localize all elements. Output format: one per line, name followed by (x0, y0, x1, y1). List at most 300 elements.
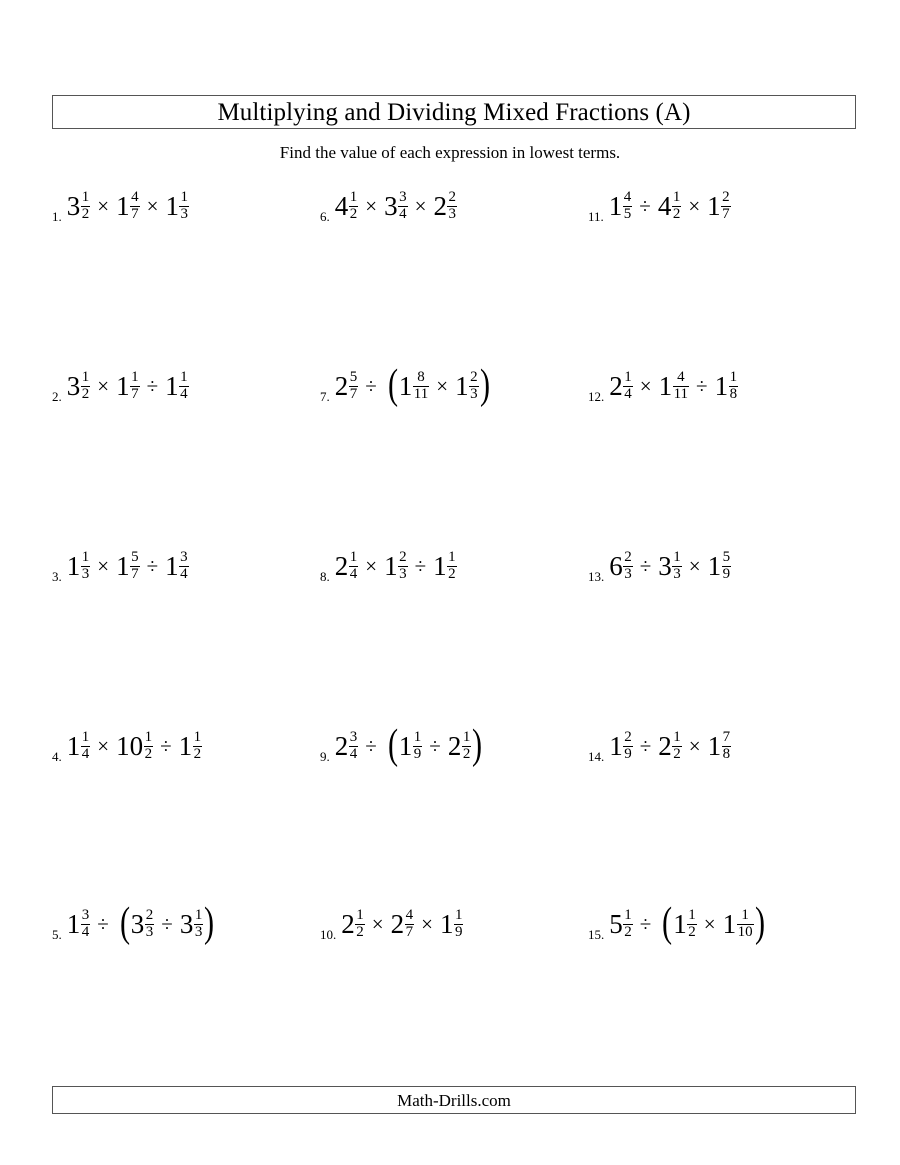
mixed-number (659, 370, 689, 402)
problem-item (320, 716, 588, 776)
numerator: 4 (405, 907, 414, 924)
divide-operator: ÷ (146, 553, 159, 578)
divide-operator: ÷ (696, 373, 708, 398)
close-paren: ) (754, 899, 765, 946)
problem-number: 11. (588, 209, 604, 224)
denominator: 4 (399, 205, 407, 222)
problem-row (52, 176, 856, 236)
whole-part: 4 (334, 190, 349, 221)
problem-item (588, 176, 856, 236)
problem-number: 13. (588, 569, 605, 584)
problem-item (320, 536, 588, 596)
divide-operator: ÷ (161, 911, 173, 936)
fraction (179, 370, 189, 402)
fraction (623, 550, 633, 582)
denominator: 3 (180, 205, 188, 222)
fraction (729, 370, 739, 402)
problem-item (52, 356, 320, 416)
multiply-operator: × (371, 911, 384, 936)
denominator: 7 (131, 385, 139, 402)
instructions-text: Find the value of each expression in lowest terms. (279, 143, 621, 162)
denominator: 2 (673, 745, 681, 762)
mixed-number (165, 190, 189, 222)
fraction (469, 370, 479, 402)
numerator: 1 (413, 729, 422, 746)
fraction (130, 550, 140, 582)
problem-number: 1. (52, 209, 62, 224)
fraction (454, 908, 464, 940)
whole-part: 2 (658, 730, 672, 761)
fraction (349, 190, 359, 222)
whole-part: 3 (66, 370, 81, 401)
divide-operator: ÷ (97, 911, 109, 936)
numerator: 5 (349, 369, 358, 386)
mixed-number (715, 370, 739, 402)
mixed-number (335, 550, 359, 582)
fraction (447, 550, 457, 582)
whole-part: 1 (608, 190, 623, 221)
fraction (413, 370, 429, 402)
mixed-number (165, 550, 189, 582)
whole-part: 1 (707, 730, 722, 761)
numerator: 1 (729, 369, 738, 386)
denominator: 4 (349, 745, 358, 762)
mixed-number (609, 370, 633, 402)
multiply-operator: × (97, 373, 110, 398)
footer-box (52, 1086, 856, 1114)
problem-expression (66, 899, 217, 946)
denominator: 5 (623, 205, 632, 222)
numerator: 2 (448, 189, 456, 206)
denominator: 7 (722, 205, 730, 222)
denominator: 2 (349, 205, 358, 222)
whole-part: 1 (178, 730, 193, 761)
denominator: 2 (688, 923, 696, 940)
page-title: Multiplying and Dividing Mixed Fractions (A) (217, 98, 691, 126)
denominator: 3 (145, 923, 154, 940)
denominator: 2 (144, 745, 153, 762)
numerator: 2 (624, 549, 632, 566)
mixed-number (116, 190, 140, 222)
denominator: 2 (81, 385, 90, 402)
problem-item (588, 716, 856, 776)
mixed-number (335, 190, 359, 222)
mixed-number (335, 730, 359, 762)
problem-item (52, 176, 320, 236)
mixed-number (658, 550, 682, 582)
mixed-number (708, 550, 732, 582)
denominator: 8 (729, 385, 738, 402)
numerator: 1 (349, 549, 358, 566)
mixed-number (609, 908, 633, 940)
whole-part: 1 (165, 370, 179, 401)
denominator: 9 (722, 565, 731, 582)
open-paren: ( (387, 721, 398, 768)
whole-part: 3 (658, 550, 672, 581)
whole-part: 1 (116, 190, 130, 221)
denominator: 3 (194, 923, 203, 940)
mixed-number (708, 730, 732, 762)
divide-operator: ÷ (429, 733, 441, 758)
denominator: 2 (193, 745, 202, 762)
denominator: 4 (81, 923, 90, 940)
multiply-operator: × (688, 193, 701, 218)
whole-part: 1 (673, 908, 687, 939)
problem-number: 15. (588, 927, 605, 942)
multiply-operator: × (97, 193, 110, 218)
whole-part: 1 (658, 370, 673, 401)
divide-operator: ÷ (146, 373, 159, 398)
fraction (349, 550, 359, 582)
fraction (462, 730, 472, 762)
denominator: 3 (399, 565, 407, 582)
problem-row (52, 716, 856, 776)
divide-operator: ÷ (639, 193, 651, 218)
fraction (81, 370, 91, 402)
problem-item (320, 176, 588, 236)
mixed-number (67, 370, 91, 402)
denominator: 7 (405, 923, 414, 940)
paren-group (384, 721, 485, 768)
numerator: 1 (81, 189, 90, 206)
problem-expression (609, 730, 731, 762)
fraction (144, 730, 154, 762)
problem-expression (341, 908, 463, 940)
multiply-operator: × (688, 733, 701, 758)
mixed-number (707, 190, 731, 222)
whole-part: 2 (447, 730, 462, 761)
mixed-number (658, 190, 682, 222)
whole-part: 2 (341, 908, 355, 939)
fraction (623, 908, 633, 940)
fraction (623, 190, 633, 222)
whole-part: 1 (714, 370, 729, 401)
divide-operator: ÷ (639, 911, 652, 936)
numerator: 1 (624, 369, 632, 386)
whole-part: 1 (165, 190, 179, 221)
fraction (672, 730, 682, 762)
whole-part: 2 (433, 190, 447, 221)
whole-part: 1 (398, 730, 413, 761)
problem-number: 8. (320, 569, 330, 584)
whole-part: 1 (707, 550, 722, 581)
mixed-number (399, 370, 429, 402)
problem-number: 9. (320, 749, 330, 764)
numerator: 5 (722, 549, 731, 566)
problem-item (588, 894, 856, 954)
numerator: 1 (356, 907, 364, 924)
mixed-number (131, 908, 155, 940)
problem-expression (334, 721, 485, 768)
denominator: 3 (673, 565, 681, 582)
numerator: 8 (417, 369, 425, 386)
whole-part: 4 (657, 190, 672, 221)
fraction (737, 908, 754, 940)
denominator: 4 (349, 565, 358, 582)
fraction (81, 190, 91, 222)
mixed-number (391, 908, 415, 940)
whole-part: 2 (609, 370, 623, 401)
numerator: 1 (81, 369, 90, 386)
fraction (673, 370, 689, 402)
problem-expression (67, 730, 202, 762)
numerator: 1 (131, 369, 139, 386)
paren-group (658, 899, 766, 946)
whole-part: 1 (116, 370, 130, 401)
problem-number: 12. (588, 389, 605, 404)
multiply-operator: × (688, 553, 701, 578)
numerator: 3 (81, 907, 90, 924)
numerator: 4 (677, 369, 685, 386)
problem-expression (67, 370, 189, 402)
problem-expression (335, 550, 457, 582)
denominator: 2 (672, 205, 681, 222)
fraction (355, 908, 365, 940)
numerator: 1 (180, 369, 188, 386)
problem-item (588, 356, 856, 416)
whole-part: 3 (130, 908, 145, 939)
denominator: 9 (413, 745, 422, 762)
divide-operator: ÷ (639, 733, 652, 758)
fraction (349, 370, 359, 402)
denominator: 7 (349, 385, 358, 402)
denominator: 4 (180, 565, 188, 582)
multiply-operator: × (97, 733, 110, 758)
fraction (130, 190, 140, 222)
multiply-operator: × (365, 193, 378, 218)
mixed-number (384, 550, 408, 582)
divide-operator: ÷ (414, 553, 427, 578)
problem-expression (334, 361, 492, 408)
numerator: 2 (145, 907, 154, 924)
denominator: 7 (131, 205, 139, 222)
problem-item (320, 894, 588, 954)
numerator: 4 (623, 189, 632, 206)
numerator: 1 (462, 729, 471, 746)
close-paren: ) (472, 721, 483, 768)
problem-expression (609, 899, 766, 946)
whole-part: 5 (609, 908, 623, 939)
denominator: 4 (180, 385, 188, 402)
problem-number: 4. (52, 749, 62, 764)
mixed-number (165, 370, 189, 402)
whole-part: 1 (609, 730, 623, 761)
numerator: 2 (399, 549, 407, 566)
fraction (721, 190, 731, 222)
denominator: 2 (81, 205, 90, 222)
multiply-operator: × (365, 553, 378, 578)
fraction (687, 908, 697, 940)
multiply-operator: × (436, 373, 449, 398)
fraction (349, 730, 359, 762)
whole-part: 1 (116, 550, 130, 581)
fraction (722, 550, 732, 582)
numerator: 3 (180, 549, 188, 566)
whole-part: 1 (722, 908, 737, 939)
whole-part: 2 (334, 370, 349, 401)
numerator: 2 (470, 369, 478, 386)
whole-part: 1 (707, 190, 721, 221)
whole-part: 3 (179, 908, 194, 939)
problem-item (320, 356, 588, 416)
numerator: 1 (741, 907, 749, 924)
mixed-number (440, 908, 464, 940)
denominator: 4 (624, 385, 632, 402)
multiply-operator: × (703, 911, 716, 936)
mixed-number (673, 908, 697, 940)
whole-part: 2 (390, 908, 405, 939)
whole-part: 6 (609, 550, 623, 581)
whole-part: 1 (66, 908, 81, 939)
mixed-number (116, 730, 153, 762)
close-paren: ) (204, 899, 215, 946)
denominator: 2 (448, 565, 456, 582)
mixed-number (455, 370, 479, 402)
whole-part: 1 (439, 908, 454, 939)
open-paren: ( (387, 361, 398, 408)
divide-operator: ÷ (365, 733, 377, 758)
problem-number: 3. (52, 569, 62, 584)
denominator: 3 (470, 385, 478, 402)
denominator: 4 (81, 745, 90, 762)
numerator: 1 (144, 729, 153, 746)
numerator: 1 (81, 549, 90, 566)
denominator: 7 (131, 565, 139, 582)
paren-group (116, 899, 217, 946)
numerator: 3 (399, 189, 407, 206)
fraction (672, 550, 682, 582)
fraction (194, 908, 204, 940)
multiply-operator: × (146, 193, 159, 218)
fraction (81, 550, 91, 582)
mixed-number (67, 550, 91, 582)
numerator: 1 (624, 907, 632, 924)
numerator: 1 (673, 549, 681, 566)
whole-part: 1 (398, 370, 413, 401)
numerator: 1 (81, 729, 90, 746)
divide-operator: ÷ (639, 553, 652, 578)
problem-expression (609, 370, 738, 402)
fraction (413, 730, 423, 762)
denominator: 2 (462, 745, 471, 762)
problem-item (52, 894, 320, 954)
fraction (398, 550, 408, 582)
fraction (405, 908, 415, 940)
numerator: 7 (722, 729, 731, 746)
numerator: 5 (131, 549, 139, 566)
fraction (722, 730, 732, 762)
fraction (130, 370, 140, 402)
title-box (52, 95, 856, 129)
mixed-number (67, 730, 91, 762)
mixed-number (609, 190, 633, 222)
open-paren: ( (662, 899, 673, 946)
problem-number: 10. (320, 927, 337, 942)
fraction (145, 908, 155, 940)
denominator: 2 (356, 923, 364, 940)
fraction (179, 550, 189, 582)
problem-row (52, 356, 856, 416)
numerator: 2 (624, 729, 632, 746)
mixed-number (723, 908, 754, 940)
fraction (623, 730, 633, 762)
fraction (672, 190, 682, 222)
whole-part: 2 (334, 550, 349, 581)
problem-expression (67, 190, 189, 222)
problem-number: 5. (52, 927, 62, 942)
numerator: 1 (193, 729, 202, 746)
whole-part: 3 (66, 190, 81, 221)
numerator: 2 (722, 189, 730, 206)
problem-item (52, 536, 320, 596)
denominator: 3 (448, 205, 456, 222)
mixed-number (433, 550, 457, 582)
numerator: 1 (194, 907, 203, 924)
multiply-operator: × (97, 553, 110, 578)
whole-part: 1 (165, 550, 179, 581)
whole-part: 3 (384, 190, 398, 221)
denominator: 3 (624, 565, 632, 582)
mixed-number (658, 730, 682, 762)
whole-part: 10 (116, 730, 144, 761)
problem-expression (67, 550, 189, 582)
numerator: 1 (180, 189, 188, 206)
problem-row (52, 894, 856, 954)
whole-part: 2 (334, 730, 349, 761)
fraction (81, 908, 91, 940)
numerator: 1 (349, 189, 358, 206)
problem-number: 6. (320, 209, 330, 224)
whole-part: 1 (433, 550, 447, 581)
denominator: 11 (413, 385, 429, 402)
denominator: 10 (737, 923, 753, 940)
multiply-operator: × (414, 193, 427, 218)
mixed-number (116, 370, 140, 402)
fraction (447, 190, 457, 222)
mixed-number (609, 550, 633, 582)
footer-attribution: Math-Drills.com (397, 1090, 511, 1110)
problem-number: 7. (320, 389, 330, 404)
open-paren: ( (119, 899, 130, 946)
whole-part: 1 (66, 550, 81, 581)
mixed-number (448, 730, 472, 762)
denominator: 11 (673, 385, 689, 402)
numerator: 1 (448, 549, 456, 566)
fraction (398, 190, 408, 222)
numerator: 1 (454, 907, 463, 924)
numerator: 4 (131, 189, 139, 206)
divide-operator: ÷ (365, 373, 377, 398)
mixed-number (399, 730, 423, 762)
problem-row (52, 536, 856, 596)
mixed-number (67, 908, 91, 940)
problem-expression (609, 190, 731, 222)
denominator: 2 (624, 923, 632, 940)
denominator: 9 (454, 923, 463, 940)
problem-item (52, 716, 320, 776)
whole-part: 1 (384, 550, 398, 581)
numerator: 1 (688, 907, 696, 924)
problem-number: 14. (588, 749, 605, 764)
whole-part: 1 (455, 370, 469, 401)
mixed-number (67, 190, 91, 222)
fraction (179, 190, 189, 222)
problem-grid (52, 176, 856, 1036)
denominator: 8 (722, 745, 731, 762)
numerator: 1 (672, 189, 681, 206)
paren-group (384, 361, 492, 408)
multiply-operator: × (421, 911, 433, 936)
